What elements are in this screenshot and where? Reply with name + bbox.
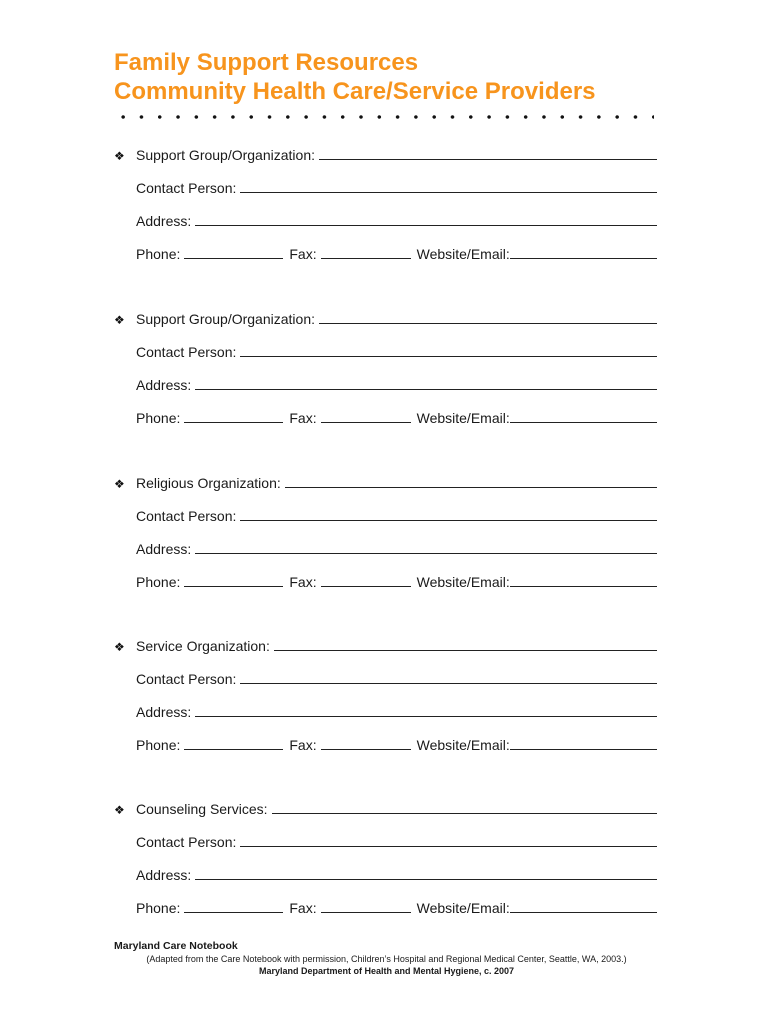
primary-label: Support Group/Organization:	[136, 311, 315, 327]
fax-label: Fax:	[289, 900, 317, 916]
phone-row	[114, 899, 659, 932]
dotted-divider	[114, 113, 654, 121]
address-field[interactable]	[195, 541, 657, 554]
primary-label: Service Organization:	[136, 638, 270, 654]
resource-section-2	[114, 310, 659, 442]
fax-label: Fax:	[289, 410, 317, 426]
footer	[114, 940, 659, 977]
contact-field[interactable]	[240, 671, 657, 684]
website-label: Website/Email:	[416, 410, 510, 426]
resource-section-3	[114, 474, 659, 606]
phone-row	[114, 573, 659, 606]
primary-label: Counseling Services:	[136, 801, 268, 817]
phone-label: Phone:	[136, 246, 181, 262]
footer-adaptation-note: (Adapted from the Care Notebook with permission, Children’s Hospital and Regional Medical Center, Seattle, WA, 2003.)	[146, 954, 627, 964]
address-field[interactable]	[195, 704, 657, 717]
contact-label: Contact Person:	[136, 508, 237, 524]
contact-row	[114, 507, 659, 540]
address-label: Address:	[136, 704, 192, 720]
contact-row	[114, 833, 659, 866]
phone-row	[114, 736, 659, 769]
primary-row	[114, 637, 659, 670]
phone-row	[114, 409, 659, 442]
contact-label: Contact Person:	[136, 180, 237, 196]
primary-row	[114, 146, 659, 179]
phone-field[interactable]	[184, 737, 283, 750]
fax-field[interactable]	[321, 410, 411, 423]
phone-label: Phone:	[136, 574, 181, 590]
contact-row	[114, 179, 659, 212]
contact-label: Contact Person:	[136, 344, 237, 360]
primary-field[interactable]	[274, 638, 657, 651]
phone-field[interactable]	[184, 900, 283, 913]
contact-row	[114, 670, 659, 703]
fax-field[interactable]	[321, 900, 411, 913]
contact-field[interactable]	[240, 180, 657, 193]
website-label: Website/Email:	[416, 574, 510, 590]
phone-field[interactable]	[184, 246, 283, 259]
diamond-bullet-icon: ❖	[114, 313, 125, 327]
contact-label: Contact Person:	[136, 671, 237, 687]
phone-label: Phone:	[136, 737, 181, 753]
address-label: Address:	[136, 213, 192, 229]
website-field[interactable]	[510, 410, 657, 423]
address-label: Address:	[136, 867, 192, 883]
address-field[interactable]	[195, 213, 657, 226]
primary-field[interactable]	[272, 801, 657, 814]
primary-row	[114, 800, 659, 833]
website-label: Website/Email:	[416, 900, 510, 916]
contact-field[interactable]	[240, 834, 657, 847]
phone-row	[114, 245, 659, 278]
contact-field[interactable]	[240, 344, 657, 357]
fax-label: Fax:	[289, 246, 317, 262]
address-row	[114, 866, 659, 899]
fax-label: Fax:	[289, 574, 317, 590]
diamond-bullet-icon: ❖	[114, 803, 125, 817]
contact-field[interactable]	[240, 508, 657, 521]
address-row	[114, 540, 659, 573]
fax-label: Fax:	[289, 737, 317, 753]
website-field[interactable]	[510, 900, 657, 913]
contact-label: Contact Person:	[136, 834, 237, 850]
address-row	[114, 212, 659, 245]
phone-label: Phone:	[136, 900, 181, 916]
website-label: Website/Email:	[416, 737, 510, 753]
address-row	[114, 376, 659, 409]
website-label: Website/Email:	[416, 246, 510, 262]
address-label: Address:	[136, 377, 192, 393]
website-field[interactable]	[510, 574, 657, 587]
diamond-bullet-icon: ❖	[114, 477, 125, 491]
address-row	[114, 703, 659, 736]
fax-field[interactable]	[321, 574, 411, 587]
address-field[interactable]	[195, 377, 657, 390]
primary-label: Religious Organization:	[136, 475, 281, 491]
title-line-1: Family Support Resources	[114, 49, 419, 76]
contact-row	[114, 343, 659, 376]
resource-section-5	[114, 800, 659, 932]
address-label: Address:	[136, 541, 192, 557]
website-field[interactable]	[510, 246, 657, 259]
primary-field[interactable]	[285, 475, 657, 488]
footer-department: Maryland Department of Health and Mental Hygiene, c. 2007	[258, 966, 515, 976]
footer-notebook-title: Maryland Care Notebook	[114, 940, 238, 952]
title-line-2: Community Health Care/Service Providers	[114, 78, 596, 105]
resource-section-1	[114, 146, 659, 278]
page-title	[114, 48, 596, 106]
website-field[interactable]	[510, 737, 657, 750]
fax-field[interactable]	[321, 737, 411, 750]
primary-row	[114, 310, 659, 343]
diamond-bullet-icon: ❖	[114, 640, 125, 654]
primary-field[interactable]	[319, 147, 657, 160]
diamond-bullet-icon: ❖	[114, 149, 125, 163]
phone-label: Phone:	[136, 410, 181, 426]
primary-label: Support Group/Organization:	[136, 147, 315, 163]
phone-field[interactable]	[184, 410, 283, 423]
address-field[interactable]	[195, 867, 657, 880]
fax-field[interactable]	[321, 246, 411, 259]
primary-field[interactable]	[319, 311, 657, 324]
primary-row	[114, 474, 659, 507]
phone-field[interactable]	[184, 574, 283, 587]
resource-section-4	[114, 637, 659, 769]
